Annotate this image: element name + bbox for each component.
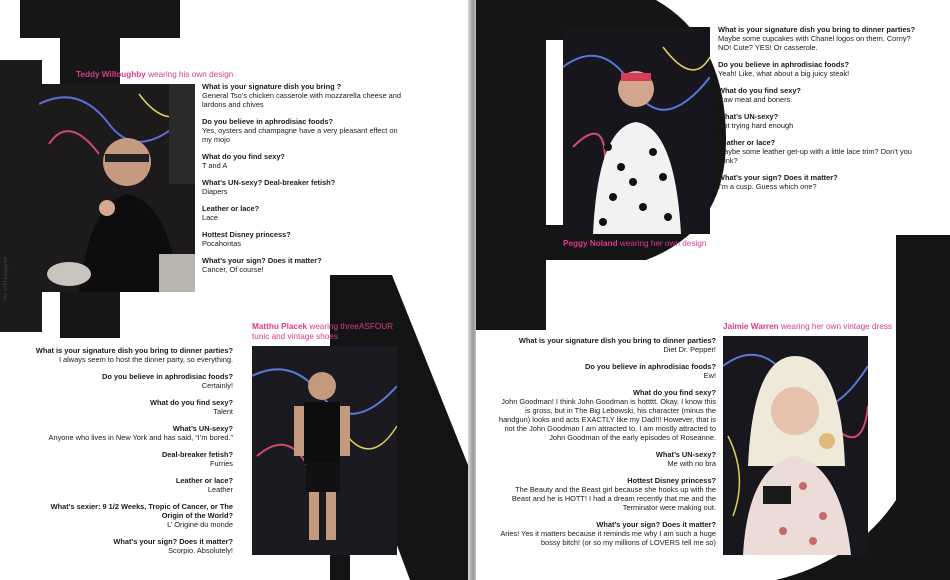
peggy-desc: wearing her own design <box>619 239 707 248</box>
peggy-a4: Not trying hard enough <box>718 121 794 130</box>
peggy-q4: What’s UN-sexy? <box>718 112 779 121</box>
jaimie-q6: What’s your sign? Does it matter? <box>596 520 716 529</box>
matthu-a2: Certainly! <box>201 381 233 390</box>
left-page <box>0 0 470 580</box>
peggy-name: Peggy Noland <box>563 239 618 248</box>
matthu-q5: Deal-breaker fetish? <box>161 450 233 459</box>
teddy-a7: Cancer, Of course! <box>202 265 264 274</box>
jaimie-name: Jaimie Warren <box>723 322 779 331</box>
matthu-q8: What’s your sign? Does it matter? <box>113 537 233 546</box>
spine-text: the wild magazine <box>3 256 9 300</box>
peggy-q6: What’s your sign? Does it matter? <box>718 173 838 182</box>
teddy-a1: General Tso’s chicken casserole with mozzarella cheese and lardons and chives <box>202 91 401 109</box>
matthu-q3: What do you find sexy? <box>150 398 233 407</box>
matthu-a3: Talent <box>213 407 233 416</box>
teddy-q2: Do you believe in aphrodisiac foods? <box>202 117 333 126</box>
matthu-name: Matthu Placek <box>252 322 308 331</box>
peggy-q2: Do you believe in aphrodisiac foods? <box>718 60 849 69</box>
matthu-photo <box>252 346 397 555</box>
teddy-qa <box>202 82 402 282</box>
peggy-a3: Raw meat and boners. <box>718 95 793 104</box>
teddy-a3: T and A <box>202 161 228 170</box>
jaimie-q4: What’s UN-sexy? <box>655 450 716 459</box>
teddy-a6: Pocahontas <box>202 239 242 248</box>
teddy-q7: What’s your sign? Does it matter? <box>202 256 322 265</box>
matthu-a5: Furries <box>210 459 233 468</box>
matthu-a6: Leather <box>207 485 233 494</box>
teddy-q5: Leather or lace? <box>202 204 260 213</box>
jaimie-q3: What do you find sexy? <box>633 388 716 397</box>
jaimie-a3: John Goodman! I think John Goodman is hottttt. Okay, I know this is gross, but in The Big Lebowski, his character (minus the handgun) looks and acts EXACTLY like my Dad!!! However, that is not the John Goodman I am attracted to. I am mostly attracted to John Goodman of the early episodes of Roseanne. <box>498 397 716 442</box>
matthu-q7: What’s sexier: 9 1/2 Weeks, Tropic of Cancer, or The Origin of the World? <box>50 502 233 520</box>
teddy-a4: Diapers <box>202 187 228 196</box>
matthu-a7: L’ Origine du monde <box>167 520 233 529</box>
peggy-name-caption <box>563 239 706 248</box>
peggy-a2: Yeah! Like, what about a big juicy steak! <box>718 69 850 78</box>
teddy-q3: What do you find sexy? <box>202 152 285 161</box>
teddy-desc: wearing his own design <box>148 70 234 79</box>
jaimie-q5: Hottest Disney princess? <box>627 476 716 485</box>
jaimie-q1: What is your signature dish you bring to dinner parties? <box>518 336 716 345</box>
peggy-q5: Leather or lace? <box>718 138 776 147</box>
peggy-qa <box>718 25 923 199</box>
jaimie-qa <box>498 336 716 555</box>
teddy-a5: Lace <box>202 213 219 222</box>
peggy-a1: Maybe some cupcakes with Chanel logos on them. Corny? NO! Cute? YES! Or casserole. <box>718 34 911 52</box>
jaimie-photo <box>723 336 868 555</box>
matthu-name-caption <box>252 322 402 342</box>
matthu-q2: Do you believe in aphrodisiac foods? <box>102 372 233 381</box>
matthu-desc: wearing threeASFOUR tunic and vintage shoes <box>252 322 394 341</box>
jaimie-a1: Diet Dr. Pepper! <box>663 345 716 354</box>
teddy-q6: Hottest Disney princess? <box>202 230 291 239</box>
jaimie-q2: Do you believe in aphrodisiac foods? <box>585 362 716 371</box>
matthu-q4: What’s UN-sexy? <box>172 424 233 433</box>
peggy-a6: I’m a cusp. Guess which one? <box>718 182 817 191</box>
teddy-photo <box>39 84 195 292</box>
teddy-name-caption <box>76 70 233 79</box>
jaimie-a4: Me with no bra <box>667 459 716 468</box>
jaimie-a5: The Beauty and the Beast girl because she hooks up with the Beast and he is HOTT! I had a dream recently that me and the Terminator were making out. <box>511 485 716 512</box>
matthu-qa <box>30 346 233 563</box>
peggy-a5: Maybe some leather get-up with a little lace trim? Don’t you think? <box>718 147 912 165</box>
peggy-q3: What do you find sexy? <box>718 86 801 95</box>
jaimie-a2: Ew! <box>703 371 716 380</box>
matthu-a1: I always seem to host the dinner party, so everything. <box>58 355 233 364</box>
matthu-a8: Scorpio. Absolutely! <box>168 546 233 555</box>
teddy-q1: What is your signature dish you bring ? <box>202 82 342 91</box>
matthu-q6: Leather or lace? <box>175 476 233 485</box>
teddy-name: Teddy Willoughby <box>76 70 146 79</box>
jaimie-a6: Aries! Yes it matters because it reminds me why I am such a huge bossy bitch! (or so my millions of LOVERS tell me so) <box>500 529 716 547</box>
matthu-a4: Anyone who lives in New York and has said, “I’m bored.” <box>48 433 233 442</box>
teddy-a2: Yes, oysters and champagne have a very pleasant effect on my mojo <box>202 126 398 144</box>
jaimie-desc: wearing her own vintage dress <box>780 322 893 331</box>
matthu-q1: What is your signature dish you bring to dinner parties? <box>35 346 233 355</box>
right-page <box>476 0 950 580</box>
teddy-q4: What’s UN-sexy? Deal-breaker fetish? <box>202 178 336 187</box>
peggy-photo <box>563 27 710 234</box>
peggy-q1: What is your signature dish you bring to dinner parties? <box>718 25 916 34</box>
jaimie-name-caption <box>723 322 892 331</box>
